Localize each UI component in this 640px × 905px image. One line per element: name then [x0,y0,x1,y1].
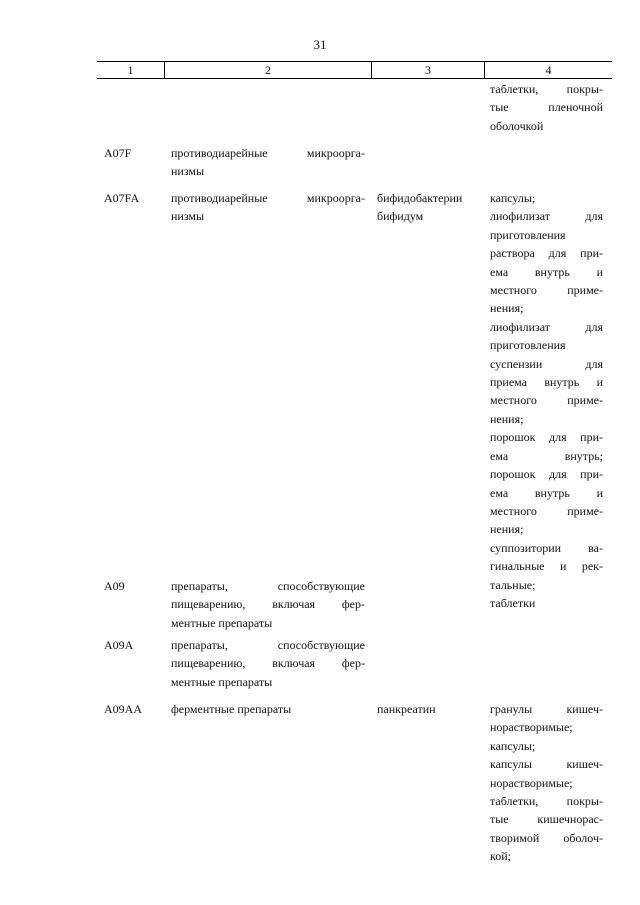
group-line: противодиарейные микроорга- [171,146,365,160]
atc-code: A07F [104,146,132,160]
form-line: нения; [490,522,524,537]
form-line: суспензии для [490,356,603,371]
dosage-forms [490,700,603,866]
substance-line: бифидум [377,209,424,224]
form-line: нения; [490,301,524,316]
form-line: приготовления [490,338,566,353]
header-col-1: 1 [127,63,134,77]
form-line: оболочкой [490,118,544,133]
form-line: капсулы кишеч- [490,757,603,772]
form-line: суппозитории ва- [490,540,603,555]
atc-code: A09A [104,638,134,652]
atc-code: A09AA [104,702,142,716]
form-line: лиофилизат для [490,319,603,334]
anatomic-group [171,636,365,691]
form-line: ема внутрь; [490,448,603,463]
group-line: препараты, способствующие [171,638,365,652]
form-line: норастворимые; [490,775,573,790]
dosage-forms [490,189,603,612]
table-header [97,61,612,79]
anatomic-group [171,577,365,632]
active-substance [377,700,481,718]
form-line: приема внутрь и [490,375,603,390]
form-line: порошок для при- [490,430,603,445]
group-line: препараты, способствующие [171,579,365,593]
form-line: лиофилизат для [490,209,603,224]
group-line: низмы [171,209,205,224]
form-line: норастворимые; [490,720,573,735]
substance-line: бифидобактерии [377,191,463,205]
form-line: капсулы; [490,191,536,205]
anatomic-group [171,700,365,718]
form-line: кой; [490,849,511,864]
form-line: тальные; [490,577,536,592]
atc-code: A07FA [104,191,140,205]
form-line: таблетки, покры- [490,82,603,96]
header-col-3: 3 [425,63,431,77]
active-substance [377,189,481,226]
form-line: таблетки [490,595,536,610]
form-line: капсулы; [490,738,536,753]
anatomic-group [171,189,365,226]
form-line: гранулы кишеч- [490,702,603,716]
substance-line: панкреатин [377,702,436,716]
header-col-4: 4 [545,63,552,77]
group-line: пищеварению, включая фер- [171,656,365,671]
form-line: ема внутрь и [490,485,603,500]
form-line: порошок для при- [490,467,603,482]
group-line: ферментные препараты [171,702,292,716]
atc-code: A09 [104,579,125,593]
group-line: ментные препараты [171,674,273,689]
form-line: тые пленочной [490,100,603,115]
form-line: приготовления [490,227,566,242]
form-line: тые кишечнорас- [490,812,603,827]
form-line: творимой оболоч- [490,830,603,845]
group-line: низмы [171,164,205,179]
anatomic-group [171,144,365,181]
form-line: местного приме- [490,503,603,518]
group-line: противодиарейные микроорга- [171,191,365,205]
group-line: ментные препараты [171,615,273,630]
form-line: местного приме- [490,283,603,298]
form-line: ема внутрь и [490,264,603,279]
form-line: нения; [490,411,524,426]
form-line: раствора для при- [490,246,603,261]
form-line: местного приме- [490,393,603,408]
group-line: пищеварению, включая фер- [171,597,365,612]
header-col-2: 2 [265,63,271,77]
form-line: таблетки, покры- [490,794,603,809]
page-number: 31 [313,37,327,52]
dosage-forms [490,80,603,135]
form-line: гинальные и рек- [490,559,603,574]
